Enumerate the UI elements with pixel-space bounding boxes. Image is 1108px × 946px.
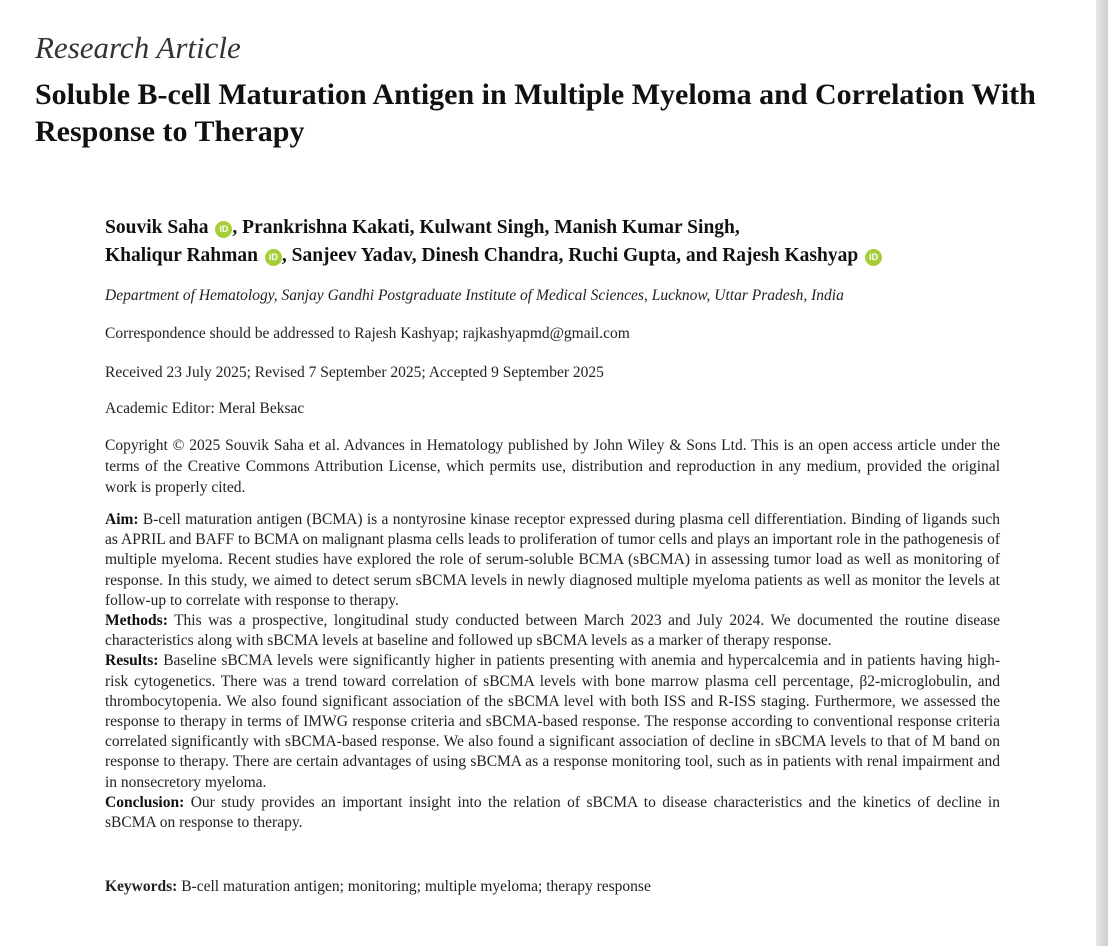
author-name[interactable]: Ruchi Gupta xyxy=(568,245,677,266)
keywords-text: B-cell maturation antigen; monitoring; multiple myeloma; therapy response xyxy=(181,878,651,895)
article-type: Research Article xyxy=(35,30,241,65)
abstract-results xyxy=(105,651,1000,792)
author-name[interactable]: Souvik Saha xyxy=(105,217,209,238)
keywords xyxy=(105,876,1000,897)
aim-text: B-cell maturation antigen (BCMA) is a nontyrosine kinase receptor expressed during plasma cell differentiation. Binding of ligands such as APRIL and BAFF to BCMA on malignant plasma cells leads to proliferation of tumor cells and plays an important role in the pathogenesis of multiple myeloma. Recent studies have explored the role of serum-soluble BCMA (sBCMA) in assessing tumor load as well as monitoring of response. In this study, we aimed to detect serum sBCMA levels in newly diagnosed multiple myeloma patients as well as monitor the levels at follow-up to correlate with response to therapy. xyxy=(105,511,1000,609)
author-name[interactable]: Manish Kumar Singh xyxy=(554,217,735,238)
conclusion-text: Our study provides an important insight into the relation of sBCMA to disease characteristics and the kinetics of decline in sBCMA on response to therapy. xyxy=(105,793,1000,832)
orcid-icon[interactable]: iD xyxy=(215,221,232,238)
author-name[interactable]: Rajesh Kashyap xyxy=(722,245,859,266)
orcid-icon[interactable]: iD xyxy=(865,249,882,266)
abstract-aim xyxy=(105,510,1000,611)
methods-label: Methods: xyxy=(105,612,168,630)
orcid-icon[interactable]: iD xyxy=(265,249,282,266)
author-name[interactable]: Prankrishna Kakati xyxy=(242,217,410,238)
keywords-label: Keywords: xyxy=(105,878,178,895)
academic-editor: Academic Editor: Meral Beksac xyxy=(105,400,305,417)
author-list: Souvik Saha iD , Prankrishna Kakati, Kulwant Singh, Manish Kumar Singh, Khaliqur Rahman iD , Sanjeev Yadav, Dinesh Chandra, Ruchi Gupta, and Rajesh Kashyap iD xyxy=(105,214,1000,270)
article-title: Soluble B-cell Maturation Antigen in Multiple Myeloma and Correlation With Response to Therapy xyxy=(35,78,1036,148)
abstract-conclusion xyxy=(105,793,1000,833)
results-text: Baseline sBCMA levels were significantly higher in patients presenting with anemia and hypercalcemia and in patients having high-risk cytogenetics. There was a trend toward correlation of sBCMA levels with bone marrow plasma cell percentage, β2-microglobulin, and thrombocytopenia. We also found significant association of the sBCMA level with both ISS and R-ISS staging. Furthermore, we assessed the response to therapy in terms of IMWG response criteria and sBCMA-based response. The response according to conventional response criteria correlated significantly with sBCMA-based response. We also found a significant association of decline in sBCMA levels to that of M band on response to therapy. There are certain advantages of using sBCMA as a response monitoring tool, such as in patients with renal impairment and in nonsecretory myeloma. xyxy=(105,652,1000,791)
author-name[interactable]: Dinesh Chandra xyxy=(421,245,559,266)
results-label: Results: xyxy=(105,652,159,670)
methods-text: This was a prospective, longitudinal study conducted between March 2023 and July 2024. We documented the routine disease characteristics along with sBCMA levels at baseline and followed up sBCMA levels as a marker of therapy response. xyxy=(105,612,1000,650)
conclusion-label: Conclusion: xyxy=(105,793,185,811)
author-name[interactable]: Kulwant Singh xyxy=(419,217,545,238)
affiliation: Department of Hematology, Sanjay Gandhi Postgraduate Institute of Medical Sciences, Lucknow, Uttar Pradesh, India xyxy=(105,287,844,304)
article-dates: Received 23 July 2025; Revised 7 September 2025; Accepted 9 September 2025 xyxy=(105,364,604,381)
author-name[interactable]: Khaliqur Rahman xyxy=(105,245,258,266)
aim-label: Aim: xyxy=(105,511,139,528)
copyright-notice: Copyright © 2025 Souvik Saha et al. Advances in Hematology published by John Wiley & Sons Ltd. This is an open access article under the terms of the Creative Commons Attribution License, which permits use, distribution and reproduction in any medium, provided the original work is properly cited. xyxy=(105,437,1000,496)
correspondence: Correspondence should be addressed to Rajesh Kashyap; rajkashyapmd@gmail.com xyxy=(105,325,630,342)
abstract-methods xyxy=(105,611,1000,651)
author-name[interactable]: Sanjeev Yadav xyxy=(291,245,412,266)
page-edge-shadow xyxy=(1096,0,1108,946)
abstract xyxy=(105,510,1000,833)
